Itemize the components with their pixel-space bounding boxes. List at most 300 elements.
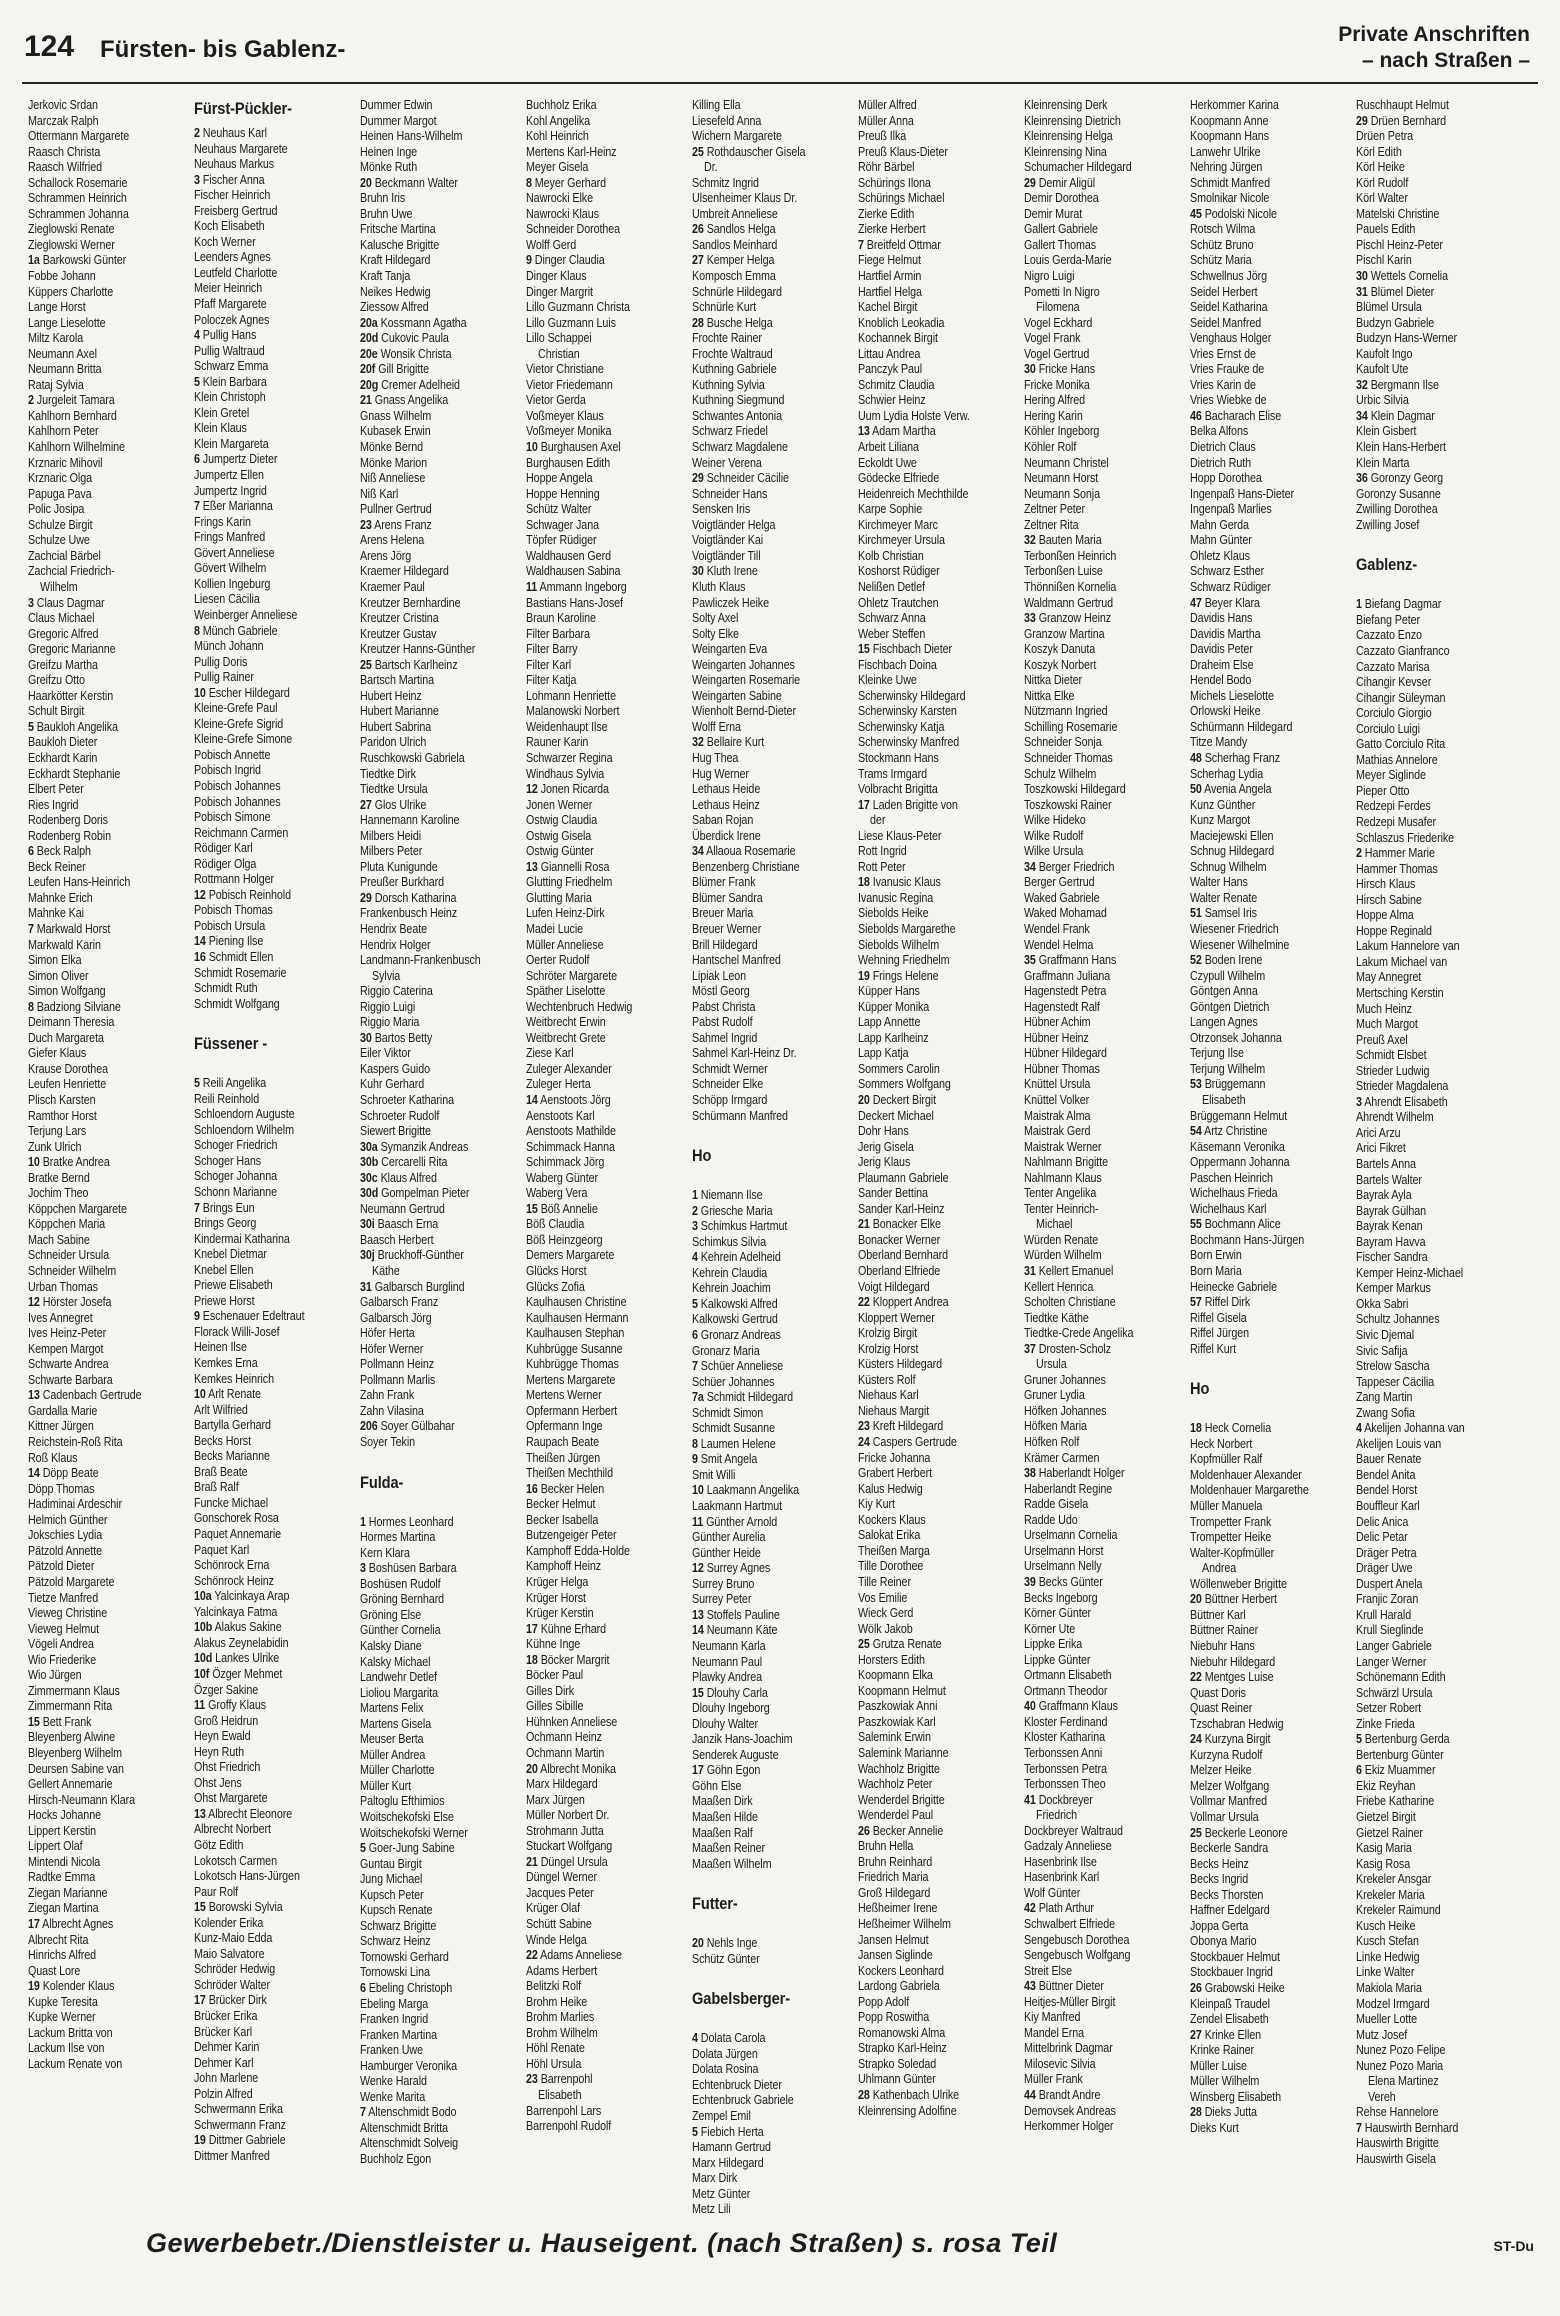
resident-entry: Pullig Rainer — [194, 670, 254, 685]
resident-entry: Düngel Werner — [526, 1870, 597, 1885]
resident-entry: Louis Gerda-Marie — [1024, 253, 1112, 268]
resident-entry: Lanwehr Ulrike — [1190, 144, 1261, 159]
resident-entry: Ortmann Theodor — [1024, 1683, 1108, 1698]
resident-entry: Echtenbruck Dieter — [692, 2077, 782, 2092]
resident-entry: Kreutzer Hanns-Günther — [360, 642, 476, 657]
resident-entry: Krolzig Birgit — [858, 1326, 918, 1341]
resident-entry: Kemkes Erna — [194, 1356, 258, 1371]
resident-entry: Lakum Hannelore van — [1356, 939, 1460, 954]
house-number: 25 — [1190, 1825, 1202, 1840]
resident-entry: Bayrak Gülhan — [1356, 1203, 1426, 1218]
resident-entry: Terbonssen Theo — [1024, 1777, 1106, 1792]
house-number: 3 — [692, 1219, 698, 1234]
resident-entry: Neikes Hedwig — [360, 284, 431, 299]
house-number: 26 — [1190, 1980, 1202, 1995]
house-number: 20a — [360, 315, 378, 330]
resident-entry: Kamphoff Heinz — [526, 1559, 602, 1574]
house-number: 28 — [1190, 2105, 1202, 2120]
house-number: 1 — [692, 1188, 698, 1203]
resident-entry: Schimkus Silvia — [692, 1234, 766, 1249]
resident-entry: Weingarten Rosemarie — [692, 673, 801, 688]
resident-entry: Bauer Renate — [1356, 1452, 1422, 1467]
resident-entry: Stockbauer Ingrid — [1190, 1965, 1273, 1980]
resident-entry: Maciejewski Ellen — [1190, 828, 1274, 843]
resident-entry: Maaßen Ralf — [692, 1825, 753, 1840]
resident-entry: Kittner Jürgen — [28, 1419, 94, 1434]
resident-entry: Cihangir Süleyman — [1356, 690, 1446, 705]
resident-entry: 29 Dorsch Katharina — [360, 890, 457, 905]
resident-entry: Terbonssen Petra — [1024, 1761, 1107, 1776]
resident-entry: Zwilling Josef — [1356, 517, 1420, 532]
resident-entry: Guntau Birgit — [360, 1856, 422, 1871]
resident-entry: Pabst Christa — [692, 999, 756, 1014]
resident-entry: Weber Steffen — [858, 626, 926, 641]
entry-continuation: Friedrich — [1036, 1808, 1078, 1823]
resident-entry: 20f Gill Brigitte — [360, 362, 430, 377]
resident-entry: Würden Wilhelm — [1024, 1248, 1102, 1263]
resident-entry: Herkommer Karina — [1190, 98, 1279, 112]
resident-entry: 20a Kossmann Agatha — [360, 315, 467, 330]
house-number: 29 — [1024, 175, 1036, 190]
resident-entry: Köppchen Maria — [28, 1217, 106, 1232]
resident-entry: Ruschhaupt Helmut — [1356, 98, 1449, 112]
resident-entry: Krull Sieglinde — [1356, 1623, 1424, 1638]
resident-entry: Waldhausen Gerd — [526, 548, 611, 563]
resident-entry: Schönrock Heinz — [194, 1573, 274, 1588]
resident-entry: Jonen Werner — [526, 797, 593, 812]
house-number: 7 — [194, 1200, 200, 1215]
resident-entry: 13 Stoffels Pauline — [692, 1607, 780, 1622]
resident-entry: Paquet Karl — [194, 1542, 250, 1557]
resident-entry: Martens Gisela — [360, 1716, 432, 1731]
resident-entry: Rataj Sylvia — [28, 377, 84, 392]
resident-entry: Ortmann Elisabeth — [1024, 1668, 1112, 1683]
house-number: 5 — [692, 1296, 698, 1311]
resident-entry: Simon Oliver — [28, 968, 89, 983]
resident-entry: Wolff Erna — [692, 719, 741, 734]
resident-entry: Becks Heinz — [1190, 1856, 1249, 1871]
resident-entry: Kloppert Werner — [858, 1310, 935, 1325]
resident-entry: Kemper Heinz-Michael — [1356, 1265, 1464, 1280]
house-number: 10 — [526, 440, 538, 455]
resident-entry: Schwarz Rüdiger — [1190, 579, 1271, 594]
street-heading: Fürst-Pückler- — [194, 99, 292, 118]
resident-entry: Lipiak Leon — [692, 968, 747, 983]
resident-entry: Theißen Jürgen — [526, 1450, 601, 1465]
resident-entry: Klein Margareta — [194, 436, 269, 451]
resident-entry: 2 Neuhaus Karl — [194, 126, 267, 140]
resident-entry: Akelijen Louis van — [1356, 1436, 1442, 1451]
resident-entry: Woitschekofski Werner — [360, 1825, 468, 1840]
resident-entry: Mutz Josef — [1356, 2027, 1408, 2042]
resident-entry: Becks Thorsten — [1190, 1887, 1264, 1902]
resident-entry: Lioliou Margarita — [360, 1685, 439, 1700]
resident-entry: Gilles Sibille — [526, 1699, 584, 1714]
house-number: 18 — [858, 875, 870, 890]
resident-entry: Kloster Katharina — [1024, 1730, 1106, 1745]
resident-entry: Milosevic Silvia — [1024, 2056, 1096, 2071]
resident-entry: Schlaszus Friederike — [1356, 830, 1455, 845]
resident-entry: Hinrichs Alfred — [28, 1948, 97, 1963]
resident-entry: Lippert Olaf — [28, 1839, 83, 1854]
resident-entry: Kunz-Maio Edda — [194, 1931, 273, 1946]
resident-entry: Nelißen Detlef — [858, 579, 925, 594]
resident-entry: Thönnißen Kornelia — [1024, 579, 1117, 594]
resident-entry: Altenschmidt Solveig — [360, 2136, 459, 2151]
resident-entry: 15 Dlouhy Carla — [692, 1685, 768, 1700]
resident-entry: Marx Dirk — [692, 2171, 738, 2186]
resident-entry: Bartylla Gerhard — [194, 1418, 271, 1433]
resident-entry: Maistrak Werner — [1024, 1139, 1102, 1154]
resident-entry: Helmich Günther — [28, 1512, 108, 1527]
resident-entry: Gardalla Marie — [28, 1403, 98, 1418]
page-number: 124 — [24, 30, 75, 63]
resident-entry: Frochte Rainer — [692, 331, 762, 346]
resident-entry: John Marlene — [194, 2071, 259, 2086]
house-number: 28 — [858, 2088, 870, 2102]
resident-entry: 36 Goronzy Georg — [1356, 471, 1444, 486]
resident-entry: 15 Fischbach Dieter — [858, 642, 952, 657]
resident-entry: Krause Dorothea — [28, 1061, 108, 1076]
resident-entry: Pobisch Thomas — [194, 903, 273, 918]
street-heading: Gablenz- — [1356, 555, 1418, 575]
resident-entry: Schüer Johannes — [692, 1374, 775, 1389]
house-number: 2 — [194, 126, 200, 140]
resident-entry: 7 Altenschmidt Bodo — [360, 2105, 457, 2120]
resident-entry: Waked Gabriele — [1024, 890, 1100, 905]
resident-entry: Schwarz Esther — [1190, 564, 1265, 579]
resident-entry: Riffel Kurt — [1190, 1341, 1237, 1356]
house-number: 1 — [1356, 597, 1362, 612]
resident-entry: 30 Wettels Cornelia — [1356, 269, 1448, 284]
resident-entry: Michels Lieselotte — [1190, 688, 1274, 703]
resident-entry: Plaumann Gabriele — [858, 1170, 949, 1185]
resident-entry: Preuß Axel — [1356, 1032, 1408, 1047]
resident-entry: Wenke Marita — [360, 2089, 426, 2104]
resident-entry: Granzow Martina — [1024, 626, 1105, 641]
resident-entry: Schrammen Johanna — [28, 206, 129, 221]
resident-entry: Terjung Wilhelm — [1190, 1061, 1266, 1076]
resident-entry: Franken Ingrid — [360, 2012, 429, 2027]
resident-entry: Schürings Ilona — [858, 175, 931, 190]
resident-entry: Ottermann Margarete — [28, 129, 130, 144]
resident-entry: Dummer Margot — [360, 113, 437, 128]
resident-entry: Schmidt Ruth — [194, 981, 258, 996]
resident-entry: Schwier Heinz — [858, 393, 926, 408]
resident-entry: Kochannek Birgit — [858, 331, 938, 346]
house-number: 31 — [360, 1279, 372, 1294]
resident-entry: Franken Martina — [360, 2027, 437, 2042]
resident-entry: Bayrak Kenan — [1356, 1219, 1423, 1234]
resident-entry: Schneider Hans — [692, 486, 768, 501]
street-range-title: Fürsten- bis Gablenz- — [100, 36, 346, 63]
resident-entry: 10f Özger Mehmet — [194, 1666, 283, 1681]
resident-entry: Lethaus Heinz — [692, 797, 760, 812]
resident-entry: 25 Grutza Renate — [858, 1637, 942, 1652]
address-column-8 — [1190, 98, 1326, 2208]
resident-entry: Demir Murat — [1024, 206, 1083, 221]
resident-entry: Kleinrensing Derk — [1024, 98, 1108, 112]
resident-entry: 39 Becks Günter — [1024, 1574, 1103, 1589]
resident-entry: Zimmermann Rita — [28, 1699, 113, 1714]
resident-entry: Baukloh Dieter — [28, 735, 98, 750]
resident-entry: Nunez Pozo Felipe — [1356, 2043, 1446, 2058]
resident-entry: Kusch Heike — [1356, 1918, 1416, 1933]
resident-entry: 23 Barrenpohl — [526, 2072, 593, 2087]
resident-entry: Tiedtke Käthe — [1024, 1310, 1089, 1325]
resident-entry: Kraemer Paul — [360, 579, 425, 594]
resident-entry: Kolender Erika — [194, 1915, 264, 1930]
address-column-4 — [526, 98, 662, 2208]
resident-entry: Redzepi Ferdes — [1356, 799, 1431, 814]
house-number: 17 — [526, 1621, 538, 1636]
resident-entry: Höfken Maria — [1024, 1419, 1087, 1434]
resident-entry: Müller Charlotte — [360, 1763, 435, 1778]
resident-entry: Kellert Henrica — [1024, 1279, 1094, 1294]
resident-entry: Blümer Frank — [692, 875, 756, 890]
resident-entry: Günther Aurelia — [692, 1530, 766, 1545]
house-number: 14 — [28, 1466, 40, 1481]
resident-entry: 47 Beyer Klara — [1190, 595, 1260, 610]
resident-entry: Höfer Werner — [360, 1341, 424, 1356]
resident-entry: Höhl Renate — [526, 2041, 585, 2056]
resident-entry: 34 Allaoua Rosemarie — [692, 844, 796, 859]
house-number: 6 — [28, 844, 34, 859]
resident-entry: Zahn Vilasina — [360, 1403, 424, 1418]
resident-entry: Kuhbrügge Susanne — [526, 1341, 623, 1356]
resident-entry: 10b Alakus Sakine — [194, 1620, 282, 1635]
resident-entry: Schütz Günter — [692, 1951, 760, 1966]
resident-entry: Wio Friederike — [28, 1652, 97, 1667]
resident-entry: Pabst Rudolf — [692, 1015, 753, 1030]
resident-entry: Rodenberg Robin — [28, 828, 111, 843]
resident-entry: Bertenburg Günter — [1356, 1747, 1444, 1762]
resident-entry: Döpp Thomas — [28, 1481, 95, 1496]
resident-entry: Kuthning Sylvia — [692, 377, 765, 392]
resident-entry: Haarkötter Kerstin — [28, 688, 114, 703]
resident-entry: 18 Heck Cornelia — [1190, 1421, 1272, 1436]
house-number: 34 — [692, 844, 704, 859]
resident-entry: Vollmar Ursula — [1190, 1809, 1259, 1824]
resident-entry: Kreutzer Bernhardine — [360, 595, 461, 610]
resident-entry: Zachcial Friedrich- — [28, 564, 115, 579]
resident-entry: Echtenbruck Gabriele — [692, 2093, 794, 2108]
resident-entry: Davidis Hans — [1190, 611, 1253, 626]
resident-entry: 40 Graffmann Klaus — [1024, 1699, 1118, 1714]
resident-entry: Schulze Birgit — [28, 517, 93, 532]
house-number: 9 — [194, 1309, 200, 1324]
resident-entry: Filter Barry — [526, 642, 578, 657]
resident-entry: 26 Grabowski Heike — [1190, 1980, 1285, 1995]
resident-entry: 5 Bertenburg Gerda — [1356, 1732, 1450, 1747]
resident-entry: 9 Smit Angela — [692, 1452, 758, 1467]
resident-entry: 11 Groffy Klaus — [194, 1698, 267, 1713]
resident-entry: Strapko Karl-Heinz — [858, 2041, 947, 2056]
resident-entry: Mahn Günter — [1190, 533, 1252, 548]
resident-entry: 12 Jonen Ricarda — [526, 782, 609, 797]
resident-entry: Riggio Maria — [360, 1015, 420, 1030]
resident-entry: Höfken Rolf — [1024, 1435, 1080, 1450]
resident-entry: Mönke Ruth — [360, 160, 418, 175]
resident-entry: Bleyenberg Alwine — [28, 1730, 115, 1745]
house-number: 31 — [1356, 284, 1368, 299]
house-number: 28 — [692, 315, 704, 330]
resident-entry: Göntgen Anna — [1190, 984, 1258, 999]
resident-entry: Gadzaly Anneliese — [1024, 1839, 1112, 1854]
resident-entry: Liesen Cäcilia — [194, 592, 260, 607]
resident-entry: Radtke Emma — [28, 1870, 96, 1885]
house-number: 27 — [692, 253, 704, 268]
resident-entry: Senderek Auguste — [692, 1747, 779, 1762]
house-number: 30d — [360, 1186, 379, 1201]
resident-entry: Becks Ingeborg — [1024, 1590, 1098, 1605]
resident-entry: Reichstein-Roß Rita — [28, 1435, 123, 1450]
resident-entry: 30 Bartos Betty — [360, 1030, 433, 1045]
house-number: 22 — [526, 1948, 538, 1963]
resident-entry: Ziegan Marianne — [28, 1885, 108, 1900]
resident-entry: Davidis Martha — [1190, 626, 1261, 641]
resident-entry: Wilke Ursula — [1024, 844, 1084, 859]
resident-entry: 18 Böcker Margrit — [526, 1652, 610, 1667]
resident-entry: Bartels Anna — [1356, 1157, 1416, 1171]
resident-entry: Krämer Carmen — [1024, 1450, 1100, 1465]
resident-entry: Wio Jürgen — [28, 1668, 82, 1683]
resident-entry: Koopmann Elka — [858, 1668, 933, 1683]
resident-entry: Lokotsch Carmen — [194, 1853, 277, 1868]
resident-entry: 27 Krinke Ellen — [1190, 2027, 1262, 2042]
house-number: 51 — [1190, 906, 1202, 921]
house-number: 23 — [526, 2072, 538, 2087]
resident-entry: Fischer Heinrich — [194, 188, 271, 203]
resident-entry: Delic Anica — [1356, 1514, 1409, 1529]
resident-entry: Schmitz Claudia — [858, 377, 935, 392]
resident-entry: Tille Reiner — [858, 1574, 911, 1589]
resident-entry: Kopfmüller Ralf — [1190, 1452, 1263, 1467]
resident-entry: Opfermann Herbert — [526, 1403, 618, 1418]
resident-entry: Nehring Jürgen — [1190, 160, 1263, 175]
resident-entry: 54 Artz Christine — [1190, 1124, 1268, 1139]
resident-entry: Belitzki Rolf — [526, 1979, 582, 1994]
resident-entry: Mertsching Kerstin — [1356, 985, 1444, 1000]
resident-entry: Altenschmidt Britta — [360, 2120, 448, 2135]
house-number: 8 — [28, 999, 34, 1014]
resident-entry: Dummer Edwin — [360, 98, 433, 112]
resident-entry: Niebuhr Hildegard — [1190, 1654, 1276, 1669]
resident-entry: 7 Breitfeld Ottmar — [858, 237, 941, 252]
resident-entry: Wichelhaus Frieda — [1190, 1186, 1278, 1201]
resident-entry: Heyn Ruth — [194, 1744, 245, 1759]
resident-entry: Seidel Herbert — [1190, 284, 1258, 299]
spacer — [692, 2016, 828, 2031]
resident-entry: Hasenbrink Karl — [1024, 1870, 1100, 1885]
resident-entry: Fricke Monika — [1024, 377, 1090, 392]
resident-entry: Dehmer Karin — [194, 2040, 260, 2055]
resident-entry: Schwarz Heinz — [360, 1934, 431, 1949]
resident-entry: Hagenstedt Petra — [1024, 984, 1107, 999]
resident-entry: Höhl Ursula — [526, 2056, 582, 2071]
resident-entry: Sensken Iris — [692, 502, 751, 517]
resident-entry: Paszkowiak Anni — [858, 1699, 938, 1714]
resident-entry: Zachcial Bärbel — [28, 548, 101, 563]
resident-entry: Müller Wilhelm — [1190, 2074, 1260, 2089]
resident-entry: Polzin Alfred — [194, 2086, 253, 2101]
house-number: 45 — [1190, 206, 1202, 221]
entry-continuation: Vereh — [1368, 2089, 1396, 2104]
resident-entry: Fischbach Doina — [858, 657, 937, 672]
resident-entry: Wachholz Brigitte — [858, 1761, 940, 1776]
resident-entry: Stuckart Wolfgang — [526, 1839, 613, 1854]
resident-entry: 30b Cercarelli Rita — [360, 1155, 448, 1170]
resident-entry: 30 Kluth Irene — [692, 564, 758, 579]
resident-entry: Oerter Rudolf — [526, 953, 590, 968]
resident-entry: Jochim Theo — [28, 1186, 89, 1201]
resident-entry: Vogel Eckhard — [1024, 315, 1093, 330]
section-title-line-1: Private Anschriften — [1338, 23, 1530, 46]
resident-entry: 34 Klein Dagmar — [1356, 408, 1435, 423]
resident-entry: Schneider Ursula — [28, 1248, 110, 1263]
resident-entry: Pätzold Margarete — [28, 1574, 115, 1589]
resident-entry: 20 Nehls Inge — [692, 1936, 758, 1951]
resident-entry: Bartsch Martina — [360, 673, 434, 688]
resident-entry: Kuthning Gabriele — [692, 362, 777, 377]
resident-entry: Kalusche Brigitte — [360, 237, 440, 252]
resident-entry: 25 Rothdauscher Gisela — [692, 144, 806, 159]
resident-entry: Sivic Safija — [1356, 1343, 1408, 1358]
resident-entry: Brohm Wilhelm — [526, 2025, 598, 2040]
entry-continuation: Elena Martinez — [1368, 2074, 1439, 2089]
resident-entry: Nahlmann Brigitte — [1024, 1155, 1108, 1170]
resident-entry: Kraft Hildegard — [360, 253, 431, 268]
resident-entry: Cihangir Kevser — [1356, 675, 1432, 690]
house-number: 11 — [692, 1514, 704, 1529]
resident-entry: 20e Wonsik Christa — [360, 346, 452, 361]
resident-entry: Giefer Klaus — [28, 1046, 87, 1061]
house-number: 31 — [1024, 1264, 1036, 1279]
resident-entry: Wendel Frank — [1024, 921, 1090, 936]
resident-entry: Lokotsch Hans-Jürgen — [194, 1869, 300, 1884]
resident-entry: Zierke Edith — [858, 206, 915, 221]
resident-entry: Gietzel Rainer — [1356, 1825, 1423, 1840]
resident-entry: Hubert Marianne — [360, 704, 439, 719]
resident-entry: Klein Christoph — [194, 390, 266, 405]
resident-entry: Breuer Maria — [692, 906, 754, 921]
resident-entry: Ramthor Horst — [28, 1108, 97, 1123]
resident-entry: Metz Lili — [692, 2202, 731, 2217]
resident-entry: Brüggemann Helmut — [1190, 1108, 1288, 1123]
resident-entry: Körl Edith — [1356, 144, 1402, 159]
resident-entry: Kohl Angelika — [526, 113, 591, 128]
resident-entry: Sengebusch Dorothea — [1024, 1932, 1130, 1947]
resident-entry: 13 Adam Martha — [858, 424, 936, 439]
resident-entry: Filter Karl — [526, 657, 572, 672]
house-number: 5 — [28, 719, 34, 734]
resident-entry: Bouffleur Karl — [1356, 1499, 1420, 1514]
resident-entry: Schoger Friedrich — [194, 1138, 278, 1153]
resident-entry: Eckhardt Karin — [28, 750, 98, 765]
resident-entry: 7 Hauswirth Bernhard — [1356, 2120, 1459, 2135]
resident-entry: Überdick Irene — [692, 828, 761, 843]
resident-entry: Friedrich Maria — [858, 1870, 929, 1885]
resident-entry: Schnug Hildegard — [1190, 844, 1275, 859]
resident-entry: 44 Brandt Andre — [1024, 2088, 1101, 2102]
resident-entry: Knebel Ellen — [194, 1262, 254, 1277]
resident-entry: Trams Irmgard — [858, 766, 927, 781]
resident-entry: Lackum Ilse von — [28, 2041, 105, 2056]
house-number: 12 — [692, 1561, 704, 1576]
resident-entry: 20 Albrecht Monika — [526, 1761, 616, 1776]
resident-entry: Gödecke Elfriede — [858, 471, 940, 486]
house-number: 25 — [360, 657, 372, 672]
